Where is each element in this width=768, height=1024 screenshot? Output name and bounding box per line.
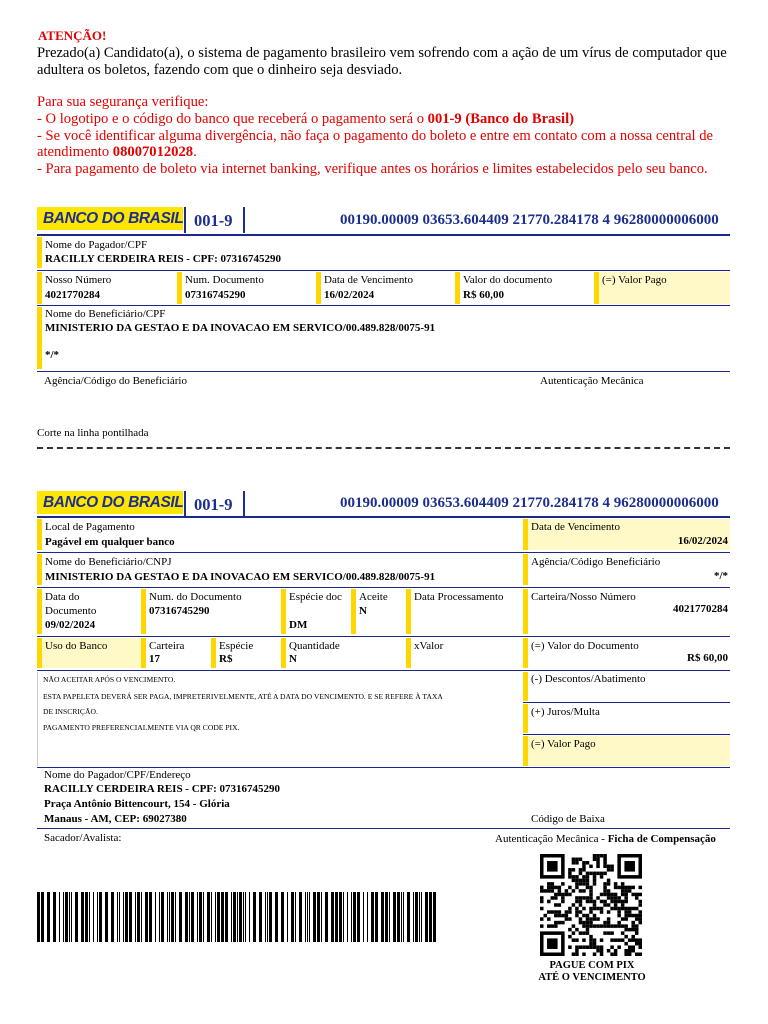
bank-logo — [37, 491, 183, 514]
valor-doc-value: R$ 60,00 — [687, 652, 728, 664]
row-rule — [37, 767, 730, 768]
uso-banco-cell — [37, 638, 141, 668]
row-rule — [37, 270, 730, 271]
carteira-value: 17 — [149, 653, 160, 665]
quantidade-cell — [281, 638, 406, 668]
aceite-cell — [351, 589, 406, 634]
valor-pago-cell — [594, 272, 730, 304]
warning-verify-block — [37, 94, 747, 178]
descontos-cell — [523, 672, 730, 701]
agencia-value: */* — [45, 349, 60, 361]
row-rule — [523, 734, 730, 735]
beneficiario-value: MINISTERIO DA GESTAO E DA INOVACAO EM SERVICO/00.489.828/0075-91 — [45, 322, 436, 334]
especie-doc-value: DM — [289, 619, 308, 631]
pix-caption — [530, 960, 654, 984]
pix-caption-line-2: ATÉ O VENCIMENTO — [538, 972, 646, 983]
bank-logo — [37, 207, 183, 230]
data-documento-label-2: Documento — [45, 605, 97, 617]
warning-title: ATENÇÃO! — [38, 28, 107, 43]
slip-vencimento-label: Data de Vencimento — [531, 521, 620, 533]
bank-logo-text: BANCO DO BRASIL — [43, 209, 184, 227]
juros-label: (+) Juros/Multa — [531, 706, 600, 718]
codigo-baixa-label: Código de Baixa — [531, 813, 605, 825]
separator — [243, 207, 245, 233]
especie-doc-label: Espécie doc — [289, 591, 342, 603]
warning-intro: Prezado(a) Candidato(a), o sistema de pagamento brasileiro vem sofrendo com a ação de um vírus de computador que adultera os boletos, fazendo com que o dinheiro seja desviado. — [37, 45, 727, 78]
phone-number: 08007012028 — [112, 144, 194, 161]
local-pagamento-cell — [37, 519, 523, 550]
juros-cell — [523, 704, 730, 733]
data-processamento-cell — [406, 589, 523, 634]
carteira-cell — [141, 638, 211, 668]
verify-item-3: - Para pagamento de boleto via internet banking, verifique antes os horários e limites estabelecidos pelo seu banco. — [37, 161, 708, 178]
slip-beneficiario-label: Nome do Beneficiário/CNPJ — [45, 556, 172, 568]
quantidade-label: Quantidade — [289, 640, 340, 652]
vencimento-label: Data de Vencimento — [324, 274, 413, 286]
slip-beneficiario-value: MINISTERIO DA GESTAO E DA INOVACAO EM SERVICO/00.489.828/0075-91 — [45, 571, 436, 583]
valor-documento-label: Valor do documento — [463, 274, 553, 286]
verify-heading: Para sua segurança verifique: — [37, 94, 209, 110]
data-documento-cell — [37, 589, 141, 634]
pix-caption-line-1: PAGUE COM PIX — [549, 960, 635, 971]
header-rule — [37, 516, 730, 518]
vencimento-value: 16/02/2024 — [324, 289, 375, 301]
cut-line — [37, 447, 730, 449]
xvalor-cell — [406, 638, 523, 668]
row-rule — [37, 670, 730, 671]
slip-valor-pago-label: (=) Valor Pago — [531, 738, 596, 750]
carteira-nosso-numero-cell — [523, 589, 730, 634]
valor-pago-label: (=) Valor Pago — [602, 274, 667, 286]
vencimento-cell — [316, 272, 455, 304]
slip-beneficiario-cell — [37, 554, 523, 585]
bank-logo-text: BANCO DO BRASIL — [43, 493, 184, 511]
valor-documento-cell — [455, 272, 594, 304]
slip-vencimento-cell — [523, 519, 730, 550]
instruction-3: DE INSCRIÇÃO. — [43, 707, 98, 716]
payer-cell — [37, 237, 730, 268]
especie-doc-cell — [281, 589, 351, 634]
nosso-numero-label: Nosso Número — [45, 274, 112, 286]
valor-doc-cell — [523, 638, 730, 668]
descontos-label: (-) Descontos/Abatimento — [531, 673, 646, 685]
nosso-numero-value: 4021770284 — [45, 289, 100, 301]
instructions-block — [37, 672, 524, 766]
slip-agencia-label: Agência/Código Beneficiário — [531, 556, 661, 568]
row-rule — [37, 305, 730, 306]
carteira-label: Carteira — [149, 640, 185, 652]
payer-label: Nome do Pagador/CPF — [45, 239, 148, 251]
bank-code: 001-9 — [194, 495, 233, 514]
barcode-image — [37, 892, 437, 942]
verify-item-1: - O logotipo e o código do banco que receberá o pagamento será o 001-9 (Banco do Brasil) — [37, 110, 574, 127]
uso-banco-label: Uso do Banco — [45, 640, 108, 652]
aceite-value: N — [359, 605, 367, 617]
verify-item-2: - Se você identificar alguma divergência, não faça o pagamento do boleto e entre em contato com a nossa central de atendimento 08007012028. — [37, 127, 714, 161]
digitable-line: 00190.00009 03653.604409 21770.284178 4 96280000006000 — [340, 495, 719, 511]
bank-code-highlight: 001-9 (Banco do Brasil) — [427, 110, 574, 127]
local-pagamento-value: Pagável em qualquer banco — [45, 536, 175, 548]
data-documento-label: Data do — [45, 591, 80, 603]
nosso-numero-cell — [37, 272, 177, 304]
slip-valor-pago-cell — [523, 736, 730, 766]
data-processamento-label: Data Processamento — [414, 591, 504, 603]
row-rule — [37, 587, 730, 588]
sacador-label: Sacador/Avalista: — [44, 832, 122, 844]
beneficiario-label: Nome do Beneficiário/CPF — [45, 308, 166, 320]
pagador-label: Nome do Pagador/CPF/Endereço — [44, 769, 191, 781]
ficha-compensacao-label: Ficha de Compensação — [607, 833, 716, 845]
especie-value: R$ — [219, 653, 233, 665]
separator — [184, 207, 186, 233]
digitable-line: 00190.00009 03653.604409 21770.284178 4 96280000006000 — [340, 212, 719, 228]
num-doc-label: Num. do Documento — [149, 591, 242, 603]
carteira-nosso-numero-label: Carteira/Nosso Número — [531, 591, 636, 603]
ficha-compensacao: Autenticação Mecânica - Ficha de Compensação — [495, 833, 716, 845]
instruction-4: PAGAMENTO PREFERENCIALMENTE VIA QR CODE PIX. — [43, 723, 240, 732]
num-documento-cell — [177, 272, 316, 304]
pagador-line-1: RACILLY CERDEIRA REIS - CPF: 07316745290 — [44, 783, 281, 795]
slip-agencia-value: */* — [713, 570, 728, 582]
row-rule — [37, 636, 730, 637]
bank-code: 001-9 — [194, 211, 233, 230]
slip-vencimento-value: 16/02/2024 — [677, 535, 728, 547]
quantidade-value: N — [289, 653, 297, 665]
pagador-line-2: Praça Antônio Bittencourt, 154 - Glória — [44, 798, 230, 810]
num-documento-label: Num. Documento — [185, 274, 264, 286]
data-documento-value: 09/02/2024 — [45, 619, 96, 631]
num-documento-value: 07316745290 — [185, 289, 246, 301]
carteira-nosso-numero-value: 4021770284 — [673, 603, 728, 615]
separator — [243, 491, 245, 517]
pagador-line-3: Manaus - AM, CEP: 69027380 — [44, 813, 187, 825]
num-doc-value: 07316745290 — [149, 605, 210, 617]
row-rule — [37, 828, 730, 829]
payer-value: RACILLY CERDEIRA REIS - CPF: 07316745290 — [45, 253, 282, 265]
valor-doc-label: (=) Valor do Documento — [531, 640, 639, 652]
slip-agencia-cell — [523, 554, 730, 585]
agencia-label: Agência/Código do Beneficiário — [44, 375, 187, 387]
xvalor-label: xValor — [414, 640, 444, 652]
header-rule — [37, 234, 730, 236]
instruction-1: NÃO ACEITAR APÓS O VENCIMENTO. — [43, 675, 176, 684]
especie-cell — [211, 638, 281, 668]
beneficiario-cell — [37, 307, 730, 369]
autenticacao-label: Autenticação Mecânica — [540, 375, 644, 387]
separator — [184, 491, 186, 517]
row-rule — [37, 371, 730, 372]
valor-documento-value: R$ 60,00 — [463, 289, 504, 301]
row-rule — [37, 552, 730, 553]
local-pagamento-label: Local de Pagamento — [45, 521, 135, 533]
num-doc-cell — [141, 589, 281, 634]
instruction-2: ESTA PAPELETA DEVERÁ SER PAGA, IMPRETERIVELMENTE, ATÉ A DATA DO VENCIMENTO. E SE REFERE À TAXA — [43, 692, 443, 701]
row-rule — [523, 702, 730, 703]
cut-line-label: Corte na linha pontilhada — [37, 427, 149, 439]
especie-label: Espécie — [219, 640, 254, 652]
pix-qr-code-image — [540, 854, 642, 956]
aceite-label: Aceite — [359, 591, 388, 603]
